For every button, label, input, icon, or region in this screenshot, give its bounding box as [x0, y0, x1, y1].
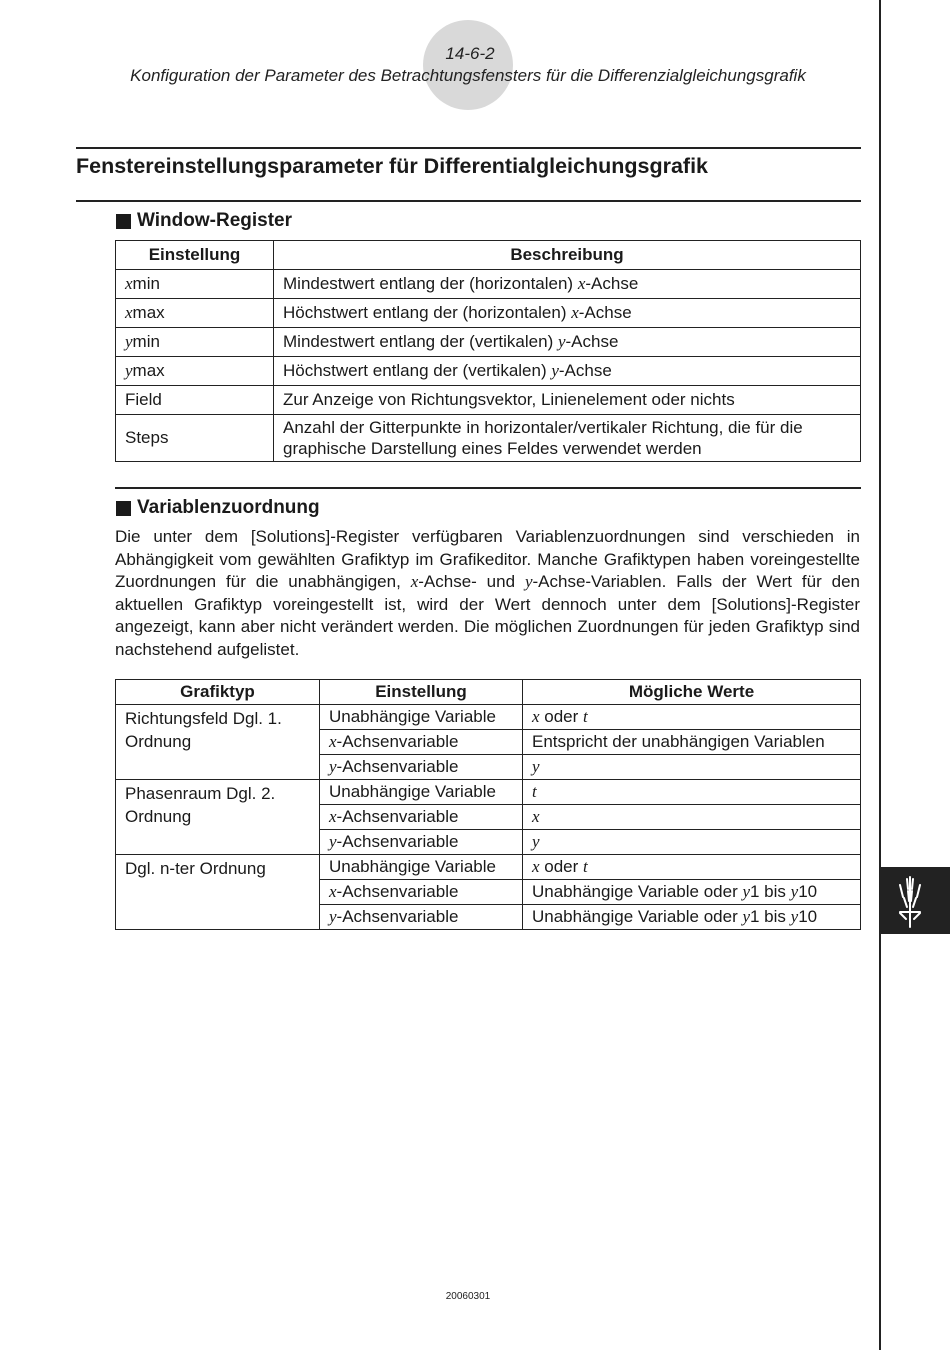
- variable-symbol: y: [125, 361, 133, 381]
- description-text: Höchstwert entlang der (vertikalen): [283, 361, 552, 381]
- variable-symbol: y: [557, 332, 566, 352]
- page-number-circle: [423, 20, 513, 110]
- variable-symbol: x: [571, 303, 579, 323]
- variable-symbol: y: [551, 361, 559, 381]
- variable-assignment-heading: [116, 497, 320, 519]
- description-cell: [274, 357, 861, 386]
- variable-symbol: y: [524, 572, 533, 591]
- variable-symbol: t: [583, 707, 588, 727]
- description-cell: [274, 270, 861, 299]
- value-text: 10: [798, 882, 818, 902]
- column-header: Grafiktyp: [116, 680, 320, 705]
- description-text: -Achse: [558, 361, 612, 381]
- variable-symbol: x: [532, 707, 540, 727]
- variable-symbol: x: [329, 807, 337, 827]
- window-register-heading: [116, 210, 292, 232]
- variable-symbol: x: [410, 572, 419, 591]
- setting-name: -Achsenvariable: [336, 907, 459, 927]
- description-text: Mindestwert entlang der (vertikalen): [283, 332, 558, 352]
- setting-cell: [116, 270, 274, 299]
- paragraph-text: -Achse- und: [418, 572, 525, 591]
- description-cell: [274, 328, 861, 357]
- chapter-tab: [879, 867, 950, 934]
- table-header-row: [116, 680, 861, 705]
- setting-cell: [116, 386, 274, 415]
- footer-code: 20060301: [445, 1291, 491, 1302]
- possible-values-cell: [523, 830, 861, 855]
- body-paragraph: [115, 526, 860, 661]
- description-cell: [274, 386, 861, 415]
- possible-values-cell: [523, 780, 861, 805]
- variable-symbol: y: [532, 757, 540, 777]
- variable-symbol: y: [742, 907, 750, 927]
- value-text: 1 bis: [750, 907, 791, 927]
- value-text: oder: [539, 707, 584, 727]
- description-text: -Achse: [585, 274, 639, 294]
- column-header: Mögliche Werte: [523, 680, 861, 705]
- page-number: 14-6-2: [445, 44, 495, 63]
- slope-field-icon: [879, 867, 950, 934]
- setting-name: -Achsenvariable: [336, 757, 459, 777]
- table-row: [116, 780, 861, 805]
- setting-cell: [320, 880, 523, 905]
- table-row: [116, 270, 861, 299]
- setting-name: Steps: [125, 428, 169, 448]
- setting-cell: [320, 805, 523, 830]
- variable-assignment-heading-text: Variablenzuordnung: [137, 497, 320, 518]
- possible-values-cell: [523, 855, 861, 880]
- setting-name: Field: [125, 390, 162, 410]
- value-text: Unabhängige Variable oder: [532, 907, 743, 927]
- description-text: Zur Anzeige von Richtungsvektor, Linienelement oder nichts: [283, 390, 735, 410]
- setting-cell: [320, 780, 523, 805]
- setting-cell: [320, 705, 523, 730]
- variable-symbol: y: [532, 832, 540, 852]
- value-text: Entspricht der unabhängigen Variablen: [532, 732, 825, 752]
- table-row: [116, 386, 861, 415]
- value-text: Unabhängige Variable oder: [532, 882, 743, 902]
- table-row: [116, 705, 861, 730]
- description-text: Höchstwert entlang der (horizontalen): [283, 303, 572, 323]
- variable-symbol: y: [329, 757, 337, 777]
- variable-symbol: y: [790, 907, 799, 927]
- table-row: [116, 299, 861, 328]
- description-text: Anzahl der Gitterpunkte in horizontaler/vertikaler Richtung, die für die graphische Darstellung eines Feldes verwendet werden: [283, 417, 803, 458]
- variable-symbol: x: [125, 303, 133, 323]
- setting-name: Unabhängige Variable: [329, 782, 496, 802]
- variable-assignment-table: [115, 679, 861, 930]
- description-text: -Achse: [578, 303, 632, 323]
- variable-symbol: x: [532, 807, 540, 827]
- setting-name: min: [132, 274, 160, 294]
- description-cell: [274, 299, 861, 328]
- graph-type-cell: Dgl. n-ter Ordnung: [116, 855, 320, 930]
- possible-values-cell: [523, 755, 861, 780]
- setting-cell: [320, 730, 523, 755]
- column-header: Einstellung: [116, 241, 274, 270]
- paragraph-text: Die unter dem [Solutions]-Register verfügbaren Variablenzuordnungen sind verschieden in Abhängigkeit vom gewählten Grafiktyp im Grafikeditor. Manche Grafiktypen haben voreingestellte Zuordnungen für die unabhängigen,: [115, 527, 860, 591]
- graph-type-cell: Richtungsfeld Dgl. 1. Ordnung: [116, 705, 320, 780]
- setting-cell: [116, 357, 274, 386]
- running-title: Konfiguration der Parameter des Betrachtungsfensters für die Differenzialgleichungsgrafik: [130, 66, 806, 85]
- setting-cell: [116, 328, 274, 357]
- description-cell: [274, 415, 861, 462]
- setting-cell: [116, 299, 274, 328]
- square-bullet-icon: [116, 501, 131, 516]
- possible-values-cell: [523, 905, 861, 930]
- value-text: oder: [539, 857, 584, 877]
- subsection-rule: [115, 487, 861, 489]
- variable-symbol: x: [577, 274, 586, 294]
- variable-symbol: y: [790, 882, 799, 902]
- setting-cell: [116, 415, 274, 462]
- possible-values-cell: [523, 805, 861, 830]
- setting-name: max: [132, 361, 165, 381]
- setting-name: -Achsenvariable: [336, 832, 459, 852]
- variable-symbol: y: [329, 907, 337, 927]
- setting-name: -Achsenvariable: [336, 732, 459, 752]
- section-title: Fenstereinstellungsparameter für Differentialgleichungsgrafik: [76, 154, 709, 178]
- setting-cell: [320, 905, 523, 930]
- setting-name: Unabhängige Variable: [329, 857, 496, 877]
- setting-name: min: [132, 332, 160, 352]
- column-header: Einstellung: [320, 680, 523, 705]
- possible-values-cell: [523, 730, 861, 755]
- right-margin-rule: [879, 0, 881, 1350]
- column-header: Beschreibung: [274, 241, 861, 270]
- variable-symbol: y: [742, 882, 750, 902]
- table-row: [116, 855, 861, 880]
- table-row: [116, 415, 861, 462]
- setting-name: -Achsenvariable: [336, 807, 459, 827]
- window-register-table: [115, 240, 861, 462]
- variable-symbol: x: [125, 274, 133, 294]
- setting-cell: [320, 755, 523, 780]
- paragraph-text: -Achse-Variablen. Falls der Wert für den aktuellen Grafiktyp voreingestellt ist, wird der Wert dennoch unter dem [Solutions]-Register angezeigt, kann aber nicht verändert werden. Die möglichen Zuordnungen für jeden Grafiktyp sind nachstehend aufgelistet.: [115, 572, 860, 659]
- variable-symbol: x: [532, 857, 540, 877]
- possible-values-cell: [523, 705, 861, 730]
- variable-symbol: t: [532, 782, 537, 802]
- section-rule-bottom: [76, 200, 861, 202]
- square-bullet-icon: [116, 214, 131, 229]
- graph-type-cell: Phasenraum Dgl. 2. Ordnung: [116, 780, 320, 855]
- setting-cell: [320, 830, 523, 855]
- window-register-heading-text: Window-Register: [137, 210, 292, 231]
- setting-name: max: [132, 303, 165, 323]
- variable-symbol: t: [583, 857, 588, 877]
- value-text: 1 bis: [750, 882, 791, 902]
- variable-symbol: y: [125, 332, 133, 352]
- setting-cell: [320, 855, 523, 880]
- table-header-row: [116, 241, 861, 270]
- value-text: 10: [798, 907, 818, 927]
- table-row: [116, 357, 861, 386]
- setting-name: -Achsenvariable: [336, 882, 459, 902]
- setting-name: Unabhängige Variable: [329, 707, 496, 727]
- description-text: -Achse: [565, 332, 619, 352]
- possible-values-cell: [523, 880, 861, 905]
- variable-symbol: x: [329, 732, 337, 752]
- table-row: [116, 328, 861, 357]
- variable-symbol: y: [329, 832, 337, 852]
- section-rule-top: [76, 147, 861, 149]
- variable-symbol: x: [329, 882, 337, 902]
- description-text: Mindestwert entlang der (horizontalen): [283, 274, 578, 294]
